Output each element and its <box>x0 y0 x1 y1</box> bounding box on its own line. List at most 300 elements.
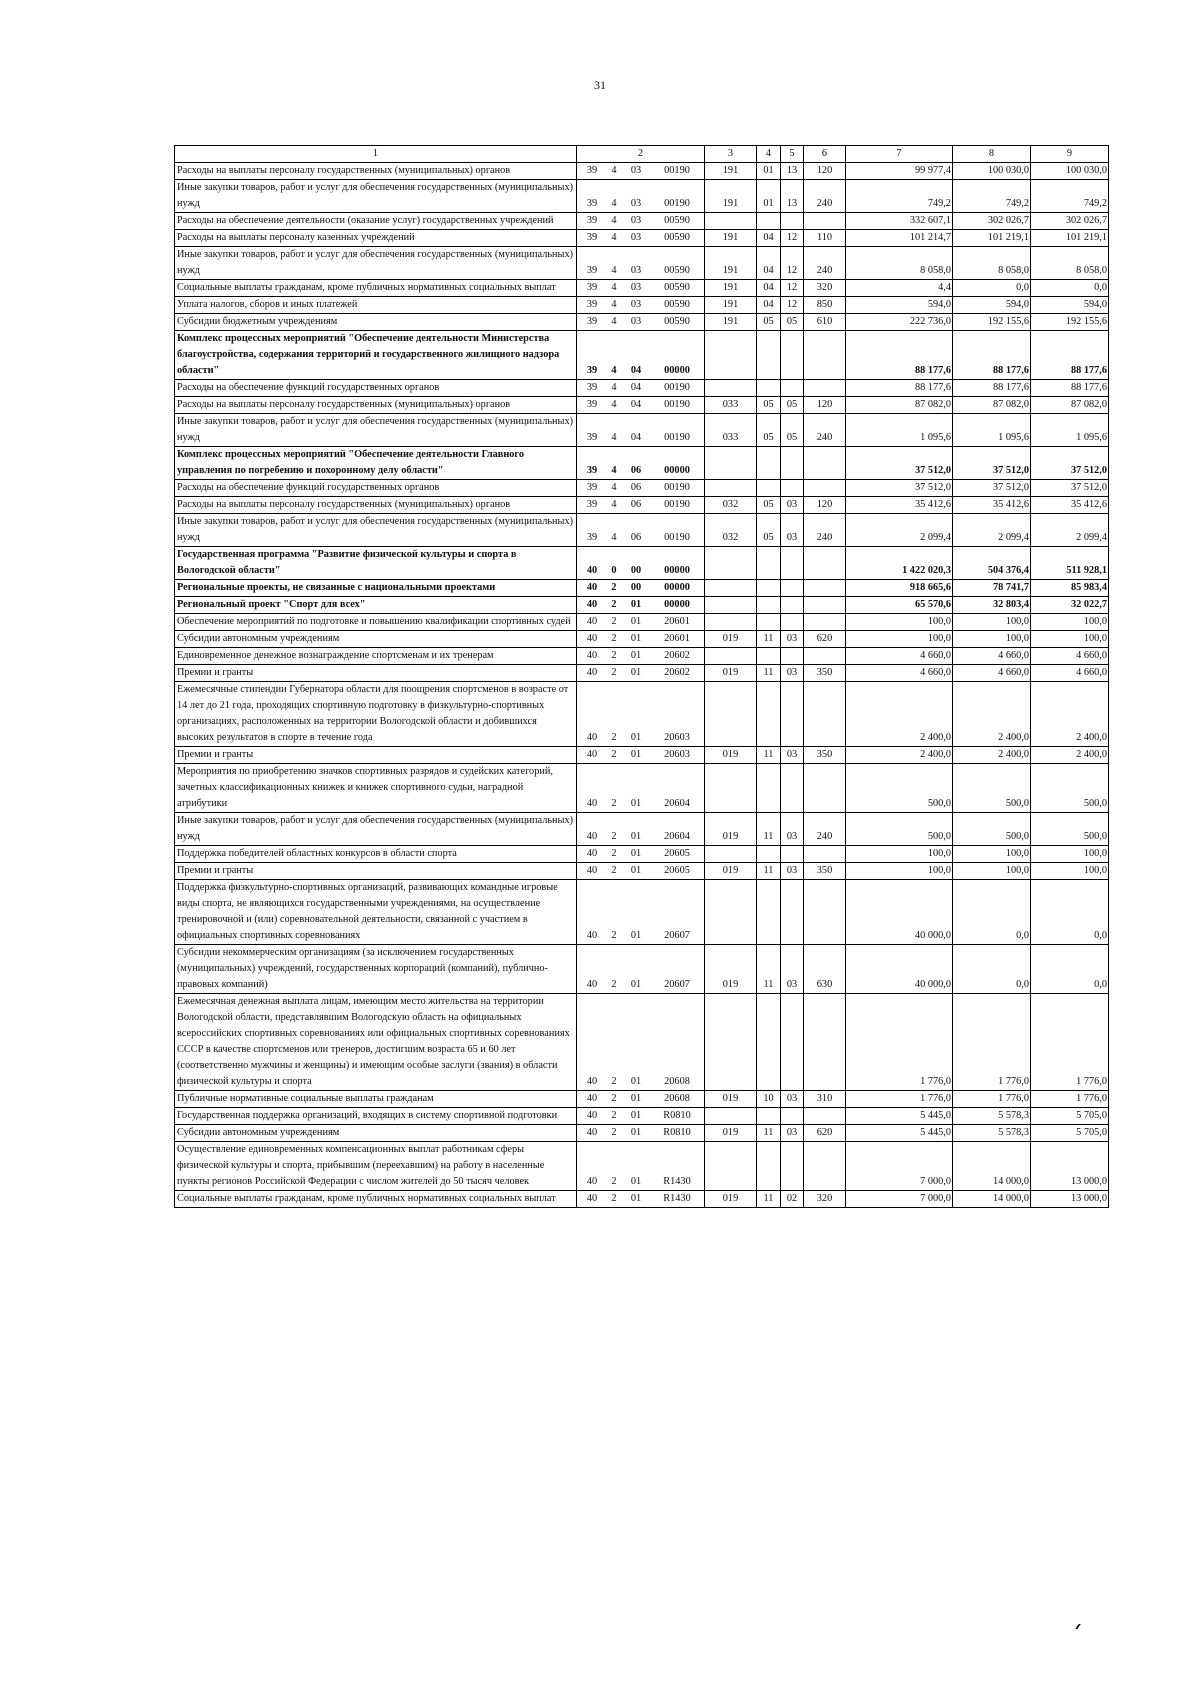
row-col-6 <box>804 994 846 1091</box>
row-value-9: 37 512,0 <box>1031 480 1109 497</box>
row-code <box>577 846 705 863</box>
row-col-6: 350 <box>804 665 846 682</box>
row-col-4: 05 <box>757 397 781 414</box>
row-name: Премии и гранты <box>175 747 577 764</box>
row-col-3: 019 <box>705 747 757 764</box>
code-part: R0810 <box>663 1127 691 1138</box>
row-col-6: 120 <box>804 497 846 514</box>
row-value-9: 0,0 <box>1031 280 1109 297</box>
row-name: Расходы на обеспечение деятельности (оказание услуг) государственных учреждений <box>175 213 577 230</box>
row-col-4 <box>757 764 781 813</box>
row-col-5: 05 <box>781 414 804 447</box>
table-row <box>175 682 1109 747</box>
row-value-8: 100,0 <box>953 863 1031 880</box>
row-col-4 <box>757 447 781 480</box>
row-value-7: 99 977,4 <box>846 163 953 180</box>
table-row <box>175 247 1109 280</box>
row-name: Расходы на выплаты персоналу государственных (муниципальных) органов <box>175 397 577 414</box>
row-value-8: 749,2 <box>953 180 1031 213</box>
code-part: 4 <box>611 316 617 327</box>
code-part: 00000 <box>664 599 690 610</box>
row-col-5: 03 <box>781 863 804 880</box>
row-col-5 <box>781 648 804 665</box>
code-part: 2 <box>611 582 617 593</box>
row-name: Субсидии некоммерческим организациям (за исключением государственных (муниципальных) учреждений, государственных корпораций (компаний), публично-правовых компаний) <box>175 945 577 994</box>
row-col-5 <box>781 764 804 813</box>
row-col-5 <box>781 1142 804 1191</box>
table-row <box>175 945 1109 994</box>
row-value-7: 65 570,6 <box>846 597 953 614</box>
row-value-7: 88 177,6 <box>846 331 953 380</box>
row-col-5 <box>781 480 804 497</box>
code-part: 40 <box>586 1093 598 1104</box>
row-value-9: 100,0 <box>1031 614 1109 631</box>
row-value-9: 5 705,0 <box>1031 1125 1109 1142</box>
row-code <box>577 994 705 1091</box>
row-name: Расходы на обеспечение функций государственных органов <box>175 480 577 497</box>
row-code <box>577 614 705 631</box>
code-part: 00000 <box>664 582 690 593</box>
row-col-4: 11 <box>757 631 781 648</box>
row-code <box>577 180 705 213</box>
row-col-4: 11 <box>757 863 781 880</box>
code-part: 40 <box>586 582 598 593</box>
row-value-7: 1 422 020,3 <box>846 547 953 580</box>
code-part: 00190 <box>664 499 690 510</box>
row-col-5: 13 <box>781 180 804 213</box>
row-value-7: 500,0 <box>846 813 953 846</box>
code-part: 2 <box>611 1110 617 1121</box>
code-part: 40 <box>586 848 598 859</box>
table-row <box>175 314 1109 331</box>
row-col-4: 11 <box>757 813 781 846</box>
row-col-6: 610 <box>804 314 846 331</box>
table-row <box>175 1125 1109 1142</box>
code-part: 4 <box>611 215 617 226</box>
row-value-7: 222 736,0 <box>846 314 953 331</box>
code-part: 39 <box>586 282 598 293</box>
row-col-4: 04 <box>757 297 781 314</box>
row-col-5: 03 <box>781 1091 804 1108</box>
table-row <box>175 180 1109 213</box>
row-col-5 <box>781 1108 804 1125</box>
code-part: 39 <box>586 299 598 310</box>
code-part: 2 <box>611 749 617 760</box>
row-value-7: 332 607,1 <box>846 213 953 230</box>
code-part: 20603 <box>664 749 690 760</box>
code-part: 20608 <box>664 1076 690 1087</box>
row-col-5: 12 <box>781 297 804 314</box>
row-name: Субсидии бюджетным учреждениям <box>175 314 577 331</box>
code-part: 20607 <box>664 979 690 990</box>
row-value-9: 88 177,6 <box>1031 380 1109 397</box>
row-code <box>577 665 705 682</box>
row-value-9: 4 660,0 <box>1031 648 1109 665</box>
row-value-9: 2 099,4 <box>1031 514 1109 547</box>
row-col-3 <box>705 1108 757 1125</box>
row-name: Иные закупки товаров, работ и услуг для обеспечения государственных (муниципальных) нужд <box>175 414 577 447</box>
code-part: 4 <box>611 365 617 376</box>
row-value-8: 8 058,0 <box>953 247 1031 280</box>
row-value-7: 40 000,0 <box>846 880 953 945</box>
row-value-7: 2 099,4 <box>846 514 953 547</box>
code-part: 4 <box>611 399 617 410</box>
table-row <box>175 414 1109 447</box>
row-col-4 <box>757 547 781 580</box>
row-col-3: 019 <box>705 863 757 880</box>
row-value-7: 4 660,0 <box>846 648 953 665</box>
row-col-5: 03 <box>781 497 804 514</box>
code-part: 00000 <box>664 565 690 576</box>
row-code <box>577 280 705 297</box>
row-value-7: 8 058,0 <box>846 247 953 280</box>
table-row <box>175 880 1109 945</box>
code-part: 01 <box>630 979 642 990</box>
row-name: Комплекс процессных мероприятий "Обеспечение деятельности Министерства благоустройства, содержания территорий и государственного жилищного надзора области" <box>175 331 577 380</box>
code-part: 40 <box>586 633 598 644</box>
code-part: 00000 <box>664 365 690 376</box>
code-part: 40 <box>586 979 598 990</box>
code-part: 20601 <box>664 633 690 644</box>
row-col-5 <box>781 994 804 1091</box>
row-value-8: 35 412,6 <box>953 497 1031 514</box>
row-col-4: 11 <box>757 1125 781 1142</box>
row-value-7: 1 095,6 <box>846 414 953 447</box>
row-value-9: 37 512,0 <box>1031 447 1109 480</box>
code-part: 2 <box>611 930 617 941</box>
row-code <box>577 163 705 180</box>
row-name: Иные закупки товаров, работ и услуг для обеспечения государственных (муниципальных) нужд <box>175 514 577 547</box>
row-name: Мероприятия по приобретению значков спортивных разрядов и судейских категорий, зачетных классификационных книжек и книжек спортивного судьи, наградной атрибутики <box>175 764 577 813</box>
row-value-7: 500,0 <box>846 764 953 813</box>
row-name: Ежемесячная денежная выплата лицам, имеющим место жительства на территории Вологодской области, представлявшим Вологодскую область на официальных всероссийских спортивных соревнованиях или официальных спортивных соревнованиях СССР в качестве спортсменов или тренеров, достигшим возраста 65 и 60 лет (соответственно мужчины и женщины) и имеющим особые заслуги (звания) в области физической культуры и спорта <box>175 994 577 1091</box>
row-col-4 <box>757 1142 781 1191</box>
code-part: 2 <box>611 1093 617 1104</box>
code-part: 00190 <box>664 382 690 393</box>
row-value-8: 2 400,0 <box>953 747 1031 764</box>
code-part: 39 <box>586 482 598 493</box>
table-row <box>175 213 1109 230</box>
code-part: 01 <box>630 930 642 941</box>
code-part: 00 <box>630 565 642 576</box>
row-col-5: 13 <box>781 163 804 180</box>
row-col-4: 04 <box>757 247 781 280</box>
row-col-6 <box>804 480 846 497</box>
code-part: 00590 <box>664 232 690 243</box>
row-code <box>577 547 705 580</box>
code-part: 01 <box>630 1176 642 1187</box>
table-row <box>175 1108 1109 1125</box>
row-name: Осуществление единовременных компенсационных выплат работникам сферы физической культуры и спорта, прибывшим (переехавшим) на работу в населенные пункты регионов Российской Федерации с числом жителей до 50 тысяч человек <box>175 1142 577 1191</box>
row-value-8: 37 512,0 <box>953 447 1031 480</box>
code-part: 00 <box>630 582 642 593</box>
row-code <box>577 945 705 994</box>
row-code <box>577 1191 705 1208</box>
row-value-7: 100,0 <box>846 846 953 863</box>
row-value-8: 14 000,0 <box>953 1142 1031 1191</box>
row-value-8: 88 177,6 <box>953 331 1031 380</box>
row-col-6: 620 <box>804 631 846 648</box>
row-name: Государственная поддержка организаций, входящих в систему спортивной подготовки <box>175 1108 577 1125</box>
row-col-6: 240 <box>804 247 846 280</box>
row-col-4: 05 <box>757 514 781 547</box>
row-name: Социальные выплаты гражданам, кроме публичных нормативных социальных выплат <box>175 1191 577 1208</box>
row-value-8: 88 177,6 <box>953 380 1031 397</box>
code-part: R0810 <box>663 1110 691 1121</box>
row-col-3 <box>705 880 757 945</box>
row-col-4: 11 <box>757 945 781 994</box>
row-value-8: 504 376,4 <box>953 547 1031 580</box>
row-value-8: 0,0 <box>953 880 1031 945</box>
code-part: 4 <box>611 282 617 293</box>
code-part: 04 <box>630 365 642 376</box>
row-value-8: 0,0 <box>953 280 1031 297</box>
row-code <box>577 747 705 764</box>
row-value-8: 87 082,0 <box>953 397 1031 414</box>
row-value-9: 100,0 <box>1031 863 1109 880</box>
code-part: 01 <box>630 599 642 610</box>
row-code <box>577 497 705 514</box>
row-value-9: 100,0 <box>1031 631 1109 648</box>
table-row <box>175 631 1109 648</box>
row-col-6: 350 <box>804 747 846 764</box>
row-col-3: 191 <box>705 314 757 331</box>
row-col-4: 04 <box>757 280 781 297</box>
row-col-5 <box>781 547 804 580</box>
table-row <box>175 648 1109 665</box>
code-part: 40 <box>586 650 598 661</box>
code-part: 00190 <box>664 198 690 209</box>
code-part: 40 <box>586 1176 598 1187</box>
header-cell: 2 <box>577 146 705 163</box>
header-cell: 7 <box>846 146 953 163</box>
row-name: Уплата налогов, сборов и иных платежей <box>175 297 577 314</box>
row-code <box>577 1108 705 1125</box>
row-col-6 <box>804 880 846 945</box>
row-value-8: 37 512,0 <box>953 480 1031 497</box>
row-col-3: 191 <box>705 247 757 280</box>
row-col-3: 019 <box>705 631 757 648</box>
row-col-4 <box>757 682 781 747</box>
row-col-6: 120 <box>804 397 846 414</box>
code-part: 4 <box>611 482 617 493</box>
row-col-5 <box>781 614 804 631</box>
code-part: 00590 <box>664 265 690 276</box>
code-part: 4 <box>611 382 617 393</box>
code-part: 20604 <box>664 831 690 842</box>
row-col-3: 191 <box>705 163 757 180</box>
row-value-7: 40 000,0 <box>846 945 953 994</box>
row-col-5: 12 <box>781 230 804 247</box>
row-col-5: 03 <box>781 665 804 682</box>
row-name: Публичные нормативные социальные выплаты гражданам <box>175 1091 577 1108</box>
code-part: 04 <box>630 382 642 393</box>
row-name: Поддержка победителей областных конкурсов в области спорта <box>175 846 577 863</box>
code-part: 4 <box>611 198 617 209</box>
code-part: 01 <box>630 616 642 627</box>
row-value-9: 8 058,0 <box>1031 247 1109 280</box>
row-name: Поддержка физкультурно-спортивных организаций, развивающих командные игровые виды спорта, не являющихся государственными учреждениями, на осуществление тренировочной и (или) соревновательной деятельности, связанной с участием в официальных спортивных соревнованиях <box>175 880 577 945</box>
code-part: 06 <box>630 465 642 476</box>
code-part: 40 <box>586 565 598 576</box>
table-row <box>175 863 1109 880</box>
row-value-7: 4 660,0 <box>846 665 953 682</box>
row-value-8: 5 578,3 <box>953 1125 1031 1142</box>
code-part: 00000 <box>664 465 690 476</box>
row-col-6 <box>804 447 846 480</box>
code-part: 4 <box>611 265 617 276</box>
row-col-6: 630 <box>804 945 846 994</box>
code-part: 39 <box>586 532 598 543</box>
row-code <box>577 331 705 380</box>
row-value-8: 100,0 <box>953 631 1031 648</box>
table-row <box>175 380 1109 397</box>
row-col-4: 05 <box>757 414 781 447</box>
row-value-9: 4 660,0 <box>1031 665 1109 682</box>
row-col-5 <box>781 213 804 230</box>
code-part: 01 <box>630 1076 642 1087</box>
row-col-5 <box>781 380 804 397</box>
row-col-3 <box>705 682 757 747</box>
row-value-7: 87 082,0 <box>846 397 953 414</box>
code-part: 39 <box>586 198 598 209</box>
row-value-9: 1 776,0 <box>1031 1091 1109 1108</box>
code-part: 00590 <box>664 316 690 327</box>
row-name: Иные закупки товаров, работ и услуг для обеспечения государственных (муниципальных) нужд <box>175 813 577 846</box>
row-col-4 <box>757 1108 781 1125</box>
row-code <box>577 1125 705 1142</box>
table-row <box>175 1142 1109 1191</box>
row-code <box>577 880 705 945</box>
row-code <box>577 597 705 614</box>
row-col-4 <box>757 648 781 665</box>
row-col-4: 11 <box>757 1191 781 1208</box>
row-value-7: 1 776,0 <box>846 994 953 1091</box>
row-code <box>577 580 705 597</box>
row-col-5: 05 <box>781 314 804 331</box>
table-row <box>175 497 1109 514</box>
row-value-8: 302 026,7 <box>953 213 1031 230</box>
row-value-8: 0,0 <box>953 945 1031 994</box>
row-value-8: 100,0 <box>953 846 1031 863</box>
row-code <box>577 764 705 813</box>
table-row <box>175 580 1109 597</box>
row-value-9: 13 000,0 <box>1031 1142 1109 1191</box>
row-value-9: 749,2 <box>1031 180 1109 213</box>
row-col-6 <box>804 547 846 580</box>
row-col-6: 620 <box>804 1125 846 1142</box>
code-part: 20605 <box>664 848 690 859</box>
row-col-3: 019 <box>705 1091 757 1108</box>
row-col-3: 032 <box>705 514 757 547</box>
row-value-8: 500,0 <box>953 764 1031 813</box>
row-name: Иные закупки товаров, работ и услуг для обеспечения государственных (муниципальных) нужд <box>175 247 577 280</box>
row-col-5: 12 <box>781 247 804 280</box>
row-value-9: 100 030,0 <box>1031 163 1109 180</box>
row-code <box>577 682 705 747</box>
row-col-3: 191 <box>705 230 757 247</box>
row-col-3: 019 <box>705 665 757 682</box>
table-row <box>175 665 1109 682</box>
row-col-6 <box>804 682 846 747</box>
row-col-5: 03 <box>781 1125 804 1142</box>
table-row <box>175 447 1109 480</box>
row-name: Иные закупки товаров, работ и услуг для обеспечения государственных (муниципальных) нужд <box>175 180 577 213</box>
code-part: 01 <box>630 650 642 661</box>
table-row <box>175 331 1109 380</box>
row-col-6: 240 <box>804 180 846 213</box>
row-col-3 <box>705 614 757 631</box>
row-value-8: 100 030,0 <box>953 163 1031 180</box>
row-value-8: 32 803,4 <box>953 597 1031 614</box>
row-col-6 <box>804 331 846 380</box>
row-value-9: 2 400,0 <box>1031 682 1109 747</box>
row-value-9: 35 412,6 <box>1031 497 1109 514</box>
row-code <box>577 447 705 480</box>
row-value-9: 500,0 <box>1031 813 1109 846</box>
page-number: 31 <box>594 78 606 92</box>
row-value-9: 85 983,4 <box>1031 580 1109 597</box>
row-col-6: 320 <box>804 1191 846 1208</box>
row-value-9: 5 705,0 <box>1031 1108 1109 1125</box>
row-value-8: 101 219,1 <box>953 230 1031 247</box>
table-row <box>175 747 1109 764</box>
row-value-7: 2 400,0 <box>846 747 953 764</box>
code-part: 03 <box>630 299 642 310</box>
code-part: 2 <box>611 1176 617 1187</box>
code-part: 39 <box>586 165 598 176</box>
row-value-7: 35 412,6 <box>846 497 953 514</box>
row-col-4 <box>757 213 781 230</box>
code-part: 39 <box>586 265 598 276</box>
code-part: 2 <box>611 732 617 743</box>
row-col-6: 320 <box>804 280 846 297</box>
row-col-4: 05 <box>757 314 781 331</box>
code-part: 00590 <box>664 299 690 310</box>
code-part: 01 <box>630 865 642 876</box>
row-value-8: 1 776,0 <box>953 994 1031 1091</box>
row-col-3 <box>705 994 757 1091</box>
code-part: 39 <box>586 316 598 327</box>
table-row <box>175 163 1109 180</box>
table-row <box>175 397 1109 414</box>
code-part: 01 <box>630 749 642 760</box>
row-value-9: 1 776,0 <box>1031 994 1109 1091</box>
row-col-3 <box>705 648 757 665</box>
row-value-7: 1 776,0 <box>846 1091 953 1108</box>
code-part: 40 <box>586 616 598 627</box>
row-value-9: 192 155,6 <box>1031 314 1109 331</box>
row-name: Премии и гранты <box>175 863 577 880</box>
row-value-7: 100,0 <box>846 863 953 880</box>
row-value-7: 101 214,7 <box>846 230 953 247</box>
code-part: 01 <box>630 633 642 644</box>
row-col-5 <box>781 447 804 480</box>
code-part: 40 <box>586 749 598 760</box>
row-value-7: 37 512,0 <box>846 447 953 480</box>
row-value-9: 500,0 <box>1031 764 1109 813</box>
row-value-9: 0,0 <box>1031 880 1109 945</box>
row-col-3 <box>705 846 757 863</box>
row-col-5: 12 <box>781 280 804 297</box>
row-col-3: 019 <box>705 813 757 846</box>
code-part: 40 <box>586 831 598 842</box>
table-row <box>175 614 1109 631</box>
code-part: 4 <box>611 465 617 476</box>
table-row <box>175 813 1109 846</box>
header-cell: 8 <box>953 146 1031 163</box>
row-col-6: 110 <box>804 230 846 247</box>
